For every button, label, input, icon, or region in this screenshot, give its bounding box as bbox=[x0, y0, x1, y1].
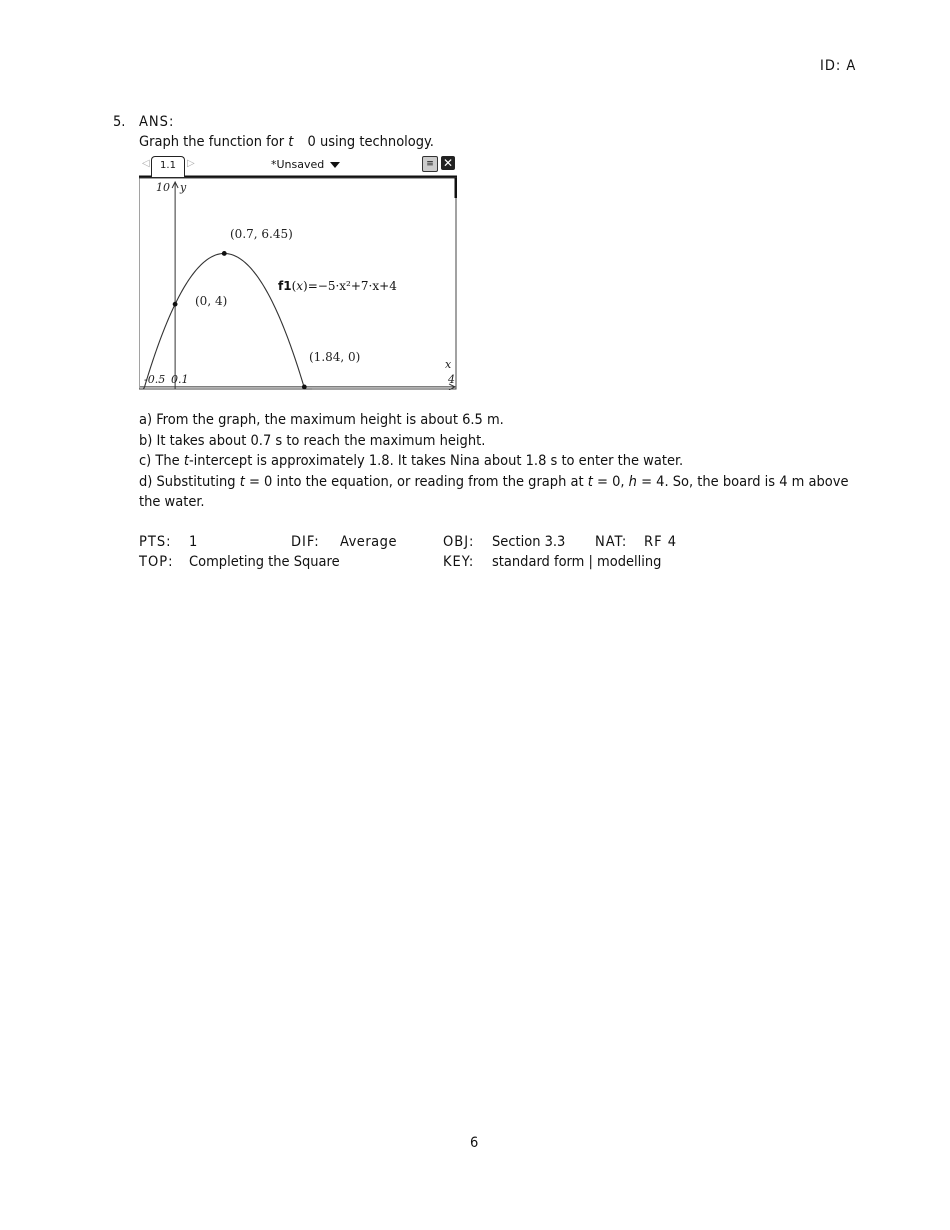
top-value: Completing the Square bbox=[189, 554, 340, 570]
top-label: TOP: bbox=[139, 554, 174, 570]
answer-c-var: t bbox=[183, 453, 189, 469]
answer-label: ANS: bbox=[139, 114, 175, 130]
answer-d-post: = 4. So, the board is 4 m above bbox=[636, 474, 849, 490]
nat-label: NAT: bbox=[595, 534, 628, 550]
intro-line bbox=[139, 134, 434, 150]
tab-1-1[interactable]: 1.1 bbox=[151, 156, 185, 177]
answer-d-mid2: = 0, bbox=[592, 474, 629, 490]
calculator-screenshot bbox=[139, 154, 457, 390]
next-page-icon[interactable]: ▷ bbox=[187, 158, 195, 169]
answer-c bbox=[139, 453, 683, 469]
pts-value: 1 bbox=[189, 534, 198, 550]
nat-value: RF 4 bbox=[644, 534, 678, 550]
document-icon[interactable]: ≡ bbox=[422, 156, 438, 172]
question-number: 5. bbox=[113, 114, 126, 130]
intro-tail: 0 using technology. bbox=[307, 134, 434, 150]
page-number: 6 bbox=[470, 1135, 479, 1151]
y-min-label: 0.1 bbox=[171, 373, 189, 386]
graph-point-0 bbox=[222, 251, 227, 256]
pts-label: PTS: bbox=[139, 534, 172, 550]
obj-label: OBJ: bbox=[443, 534, 475, 550]
answer-c-pre: c) The bbox=[139, 453, 184, 469]
point-y-intercept-label: (0, 4) bbox=[195, 294, 228, 308]
prev-page-icon[interactable]: ◁ bbox=[142, 158, 150, 169]
answer-c-post: -intercept is approximately 1.8. It takes Nina about 1.8 s to enter the water. bbox=[188, 453, 684, 469]
document-title-text: *Unsaved bbox=[271, 158, 325, 171]
id-label: ID: A bbox=[820, 58, 857, 74]
function-name: f1 bbox=[278, 279, 292, 293]
y-max-label: 10 bbox=[156, 181, 170, 194]
graph-canvas bbox=[139, 154, 457, 390]
function-equation: f1(x)=−5·x²+7·x+4 bbox=[278, 279, 397, 293]
dif-value: Average bbox=[340, 534, 397, 550]
point-max-label: (0.7, 6.45) bbox=[230, 227, 293, 241]
y-axis-label: y bbox=[180, 181, 187, 194]
graph-point-1 bbox=[173, 302, 178, 307]
key-label: KEY: bbox=[443, 554, 475, 570]
intro-text: Graph the function for bbox=[139, 134, 285, 150]
answer-d-var3: h bbox=[628, 474, 637, 490]
chevron-down-icon bbox=[330, 162, 340, 168]
x-axis-label: x bbox=[445, 358, 452, 371]
point-x-intercept-label: (1.84, 0) bbox=[309, 350, 361, 364]
x-max-label: 4 bbox=[448, 373, 455, 386]
x-min-label: -0.5 bbox=[144, 373, 166, 386]
answer-a: a) From the graph, the maximum height is about 6.5 m. bbox=[139, 412, 504, 428]
function-arg: x bbox=[296, 279, 304, 293]
answer-d-var1: t bbox=[239, 474, 245, 490]
dif-label: DIF: bbox=[291, 534, 320, 550]
answer-d-pre: d) Substituting bbox=[139, 474, 240, 490]
document-title[interactable] bbox=[271, 158, 340, 171]
answer-d bbox=[139, 474, 849, 490]
intro-var: t bbox=[288, 134, 294, 150]
answer-b: b) It takes about 0.7 s to reach the maximum height. bbox=[139, 433, 486, 449]
function-rhs: =−5·x²+7·x+4 bbox=[307, 279, 397, 293]
answer-d-var2: t bbox=[587, 474, 593, 490]
close-icon[interactable]: ✕ bbox=[442, 156, 454, 170]
graph-point-2 bbox=[302, 385, 307, 390]
answer-d-line2: the water. bbox=[139, 494, 205, 510]
answer-d-mid1: = 0 into the equation, or reading from the graph at bbox=[244, 474, 588, 490]
obj-value: Section 3.3 bbox=[492, 534, 566, 550]
key-value: standard form | modelling bbox=[492, 554, 662, 570]
